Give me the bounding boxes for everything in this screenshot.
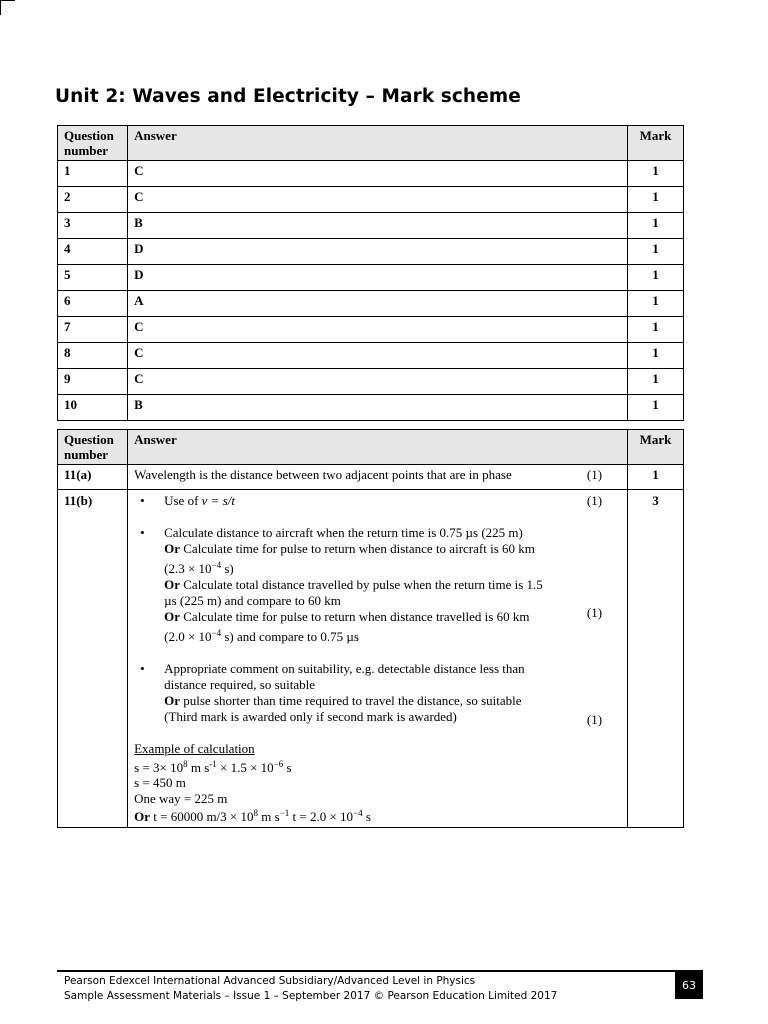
answer-text: Wavelength is the distance between two adjacent points that are in phase — [134, 467, 512, 482]
or-label: Or — [164, 609, 180, 624]
point-mark: (1) — [586, 712, 603, 727]
answer-cell: A — [128, 291, 628, 317]
bullet-text: s) and compare to 0.75 µs — [221, 629, 359, 644]
question-number: 2 — [58, 187, 128, 213]
bullet-text: Calculate total distance travelled by pulse when the return time is 1.5 — [183, 577, 543, 592]
point-mark: (1) — [586, 467, 603, 482]
bullet-text: distance required, so suitable — [164, 677, 316, 692]
footer-line-1: Pearson Edexcel International Advanced Subsidiary/Advanced Level in Physics — [64, 975, 476, 987]
calc-text: s = 450 m — [134, 775, 186, 790]
bullet-point — [134, 661, 621, 727]
page-number: 63 — [675, 971, 703, 999]
calc-text: s — [362, 809, 371, 824]
calc-text: m s — [258, 809, 280, 824]
bullet-text: µs (225 m) and compare to 60 km — [164, 593, 341, 608]
table-row — [58, 239, 684, 265]
table-row-11a — [58, 465, 684, 490]
table-row — [58, 213, 684, 239]
formula: v = s/t — [201, 493, 235, 508]
answer-cell: C — [128, 343, 628, 369]
point-mark: (1) — [586, 493, 603, 508]
header-mark: Mark — [627, 430, 683, 465]
crop-mark — [0, 0, 16, 16]
bullet-text: s) — [221, 561, 234, 576]
table-row-11b — [58, 490, 684, 828]
table-row — [58, 291, 684, 317]
table-row — [58, 395, 684, 421]
question-number: 9 — [58, 369, 128, 395]
answer-cell: C — [128, 369, 628, 395]
question-number: 11(a) — [58, 465, 128, 490]
header-answer: Answer — [128, 126, 628, 161]
bullet-text: • Appropriate comment on suitability, e.g. detectable distance less than — [164, 661, 525, 676]
calc-text: t = 2.0 × 10 — [289, 809, 354, 824]
exponent: 8 — [183, 758, 188, 769]
table-row — [58, 187, 684, 213]
mark-cell: 1 — [627, 395, 683, 421]
question-number: 3 — [58, 213, 128, 239]
mark-cell: 1 — [627, 161, 683, 187]
mark-cell: 1 — [627, 465, 683, 490]
footer-line-2: Sample Assessment Materials – Issue 1 – September 2017 © Pearson Education Limited 2017 — [64, 990, 558, 1002]
answer-cell: C — [128, 187, 628, 213]
exponent: −4 — [211, 628, 222, 638]
answer-cell: C — [128, 317, 628, 343]
mark-cell: 1 — [627, 343, 683, 369]
table-header-row — [58, 126, 684, 161]
question-number: 6 — [58, 291, 128, 317]
mark-cell: 1 — [627, 239, 683, 265]
table-header-row — [58, 430, 684, 465]
calc-text: m s — [187, 759, 210, 775]
bullet-text: (2.0 × 10 — [164, 629, 212, 644]
answer-cell: B — [128, 395, 628, 421]
mark-cell: 3 — [627, 490, 683, 828]
footer-rule — [57, 970, 703, 972]
bullet-point — [134, 525, 621, 645]
or-label: Or — [164, 577, 180, 592]
mark-cell: 1 — [627, 291, 683, 317]
bullet-text: Use of — [164, 493, 202, 508]
question-number: 8 — [58, 343, 128, 369]
question-number: 4 — [58, 239, 128, 265]
bullet-text: pulse shorter than time required to travel the distance, so suitable — [183, 693, 522, 708]
mark-scheme-table-q11 — [57, 429, 684, 828]
bullet-text: (2.3 × 10 — [164, 561, 212, 576]
or-label: Or — [164, 541, 180, 556]
question-number: 11(b) — [58, 490, 128, 828]
header-question-number: Question number — [58, 430, 128, 465]
table-row — [58, 265, 684, 291]
mark-cell: 1 — [627, 317, 683, 343]
calc-text: s — [283, 759, 292, 775]
point-mark: (1) — [586, 605, 603, 620]
question-number: 1 — [58, 161, 128, 187]
mark-cell: 1 — [627, 187, 683, 213]
exponent: −4 — [211, 560, 222, 570]
exponent: 8 — [253, 808, 258, 818]
example-calculation — [134, 741, 621, 825]
header-answer: Answer — [128, 430, 628, 465]
calc-text: × 1.5 × 10 — [216, 759, 274, 775]
exponent: −1 — [279, 808, 290, 818]
exponent: -1 — [209, 758, 217, 769]
bullet-text: • Calculate distance to aircraft when the return time is 0.75 µs (225 m) — [164, 525, 523, 540]
mark-scheme-table-mcq — [57, 125, 684, 421]
answer-cell — [128, 490, 628, 828]
calc-text: s = 3× 10 — [134, 759, 184, 775]
question-number: 5 — [58, 265, 128, 291]
answer-cell: B — [128, 213, 628, 239]
mark-cell: 1 — [627, 265, 683, 291]
or-label: Or — [134, 809, 150, 824]
calc-text: t = 60000 m/3 × 10 — [150, 809, 254, 824]
page-title: Unit 2: Waves and Electricity – Mark scheme — [55, 86, 521, 107]
answer-cell: C — [128, 161, 628, 187]
bullet-text: Calculate time for pulse to return when distance travelled is 60 km — [183, 609, 530, 624]
mark-cell: 1 — [627, 213, 683, 239]
header-mark: Mark — [627, 126, 683, 161]
bullet-text: Calculate time for pulse to return when distance to aircraft is 60 km — [183, 541, 535, 556]
mark-cell: 1 — [627, 369, 683, 395]
bullet-text: (Third mark is awarded only if second mark is awarded) — [164, 709, 457, 724]
bullet-point — [134, 493, 621, 508]
example-heading: Example of calculation — [134, 741, 255, 756]
question-number: 7 — [58, 317, 128, 343]
answer-cell: D — [128, 239, 628, 265]
calc-text: One way = 225 m — [134, 790, 228, 806]
or-label: Or — [164, 693, 180, 708]
exponent: −4 — [353, 808, 363, 818]
exponent: −6 — [273, 758, 284, 769]
header-question-number: Question number — [58, 126, 128, 161]
table-row — [58, 343, 684, 369]
answer-cell: D — [128, 265, 628, 291]
answer-cell — [128, 465, 628, 490]
table-row — [58, 161, 684, 187]
table-row — [58, 317, 684, 343]
question-number: 10 — [58, 395, 128, 421]
table-row — [58, 369, 684, 395]
